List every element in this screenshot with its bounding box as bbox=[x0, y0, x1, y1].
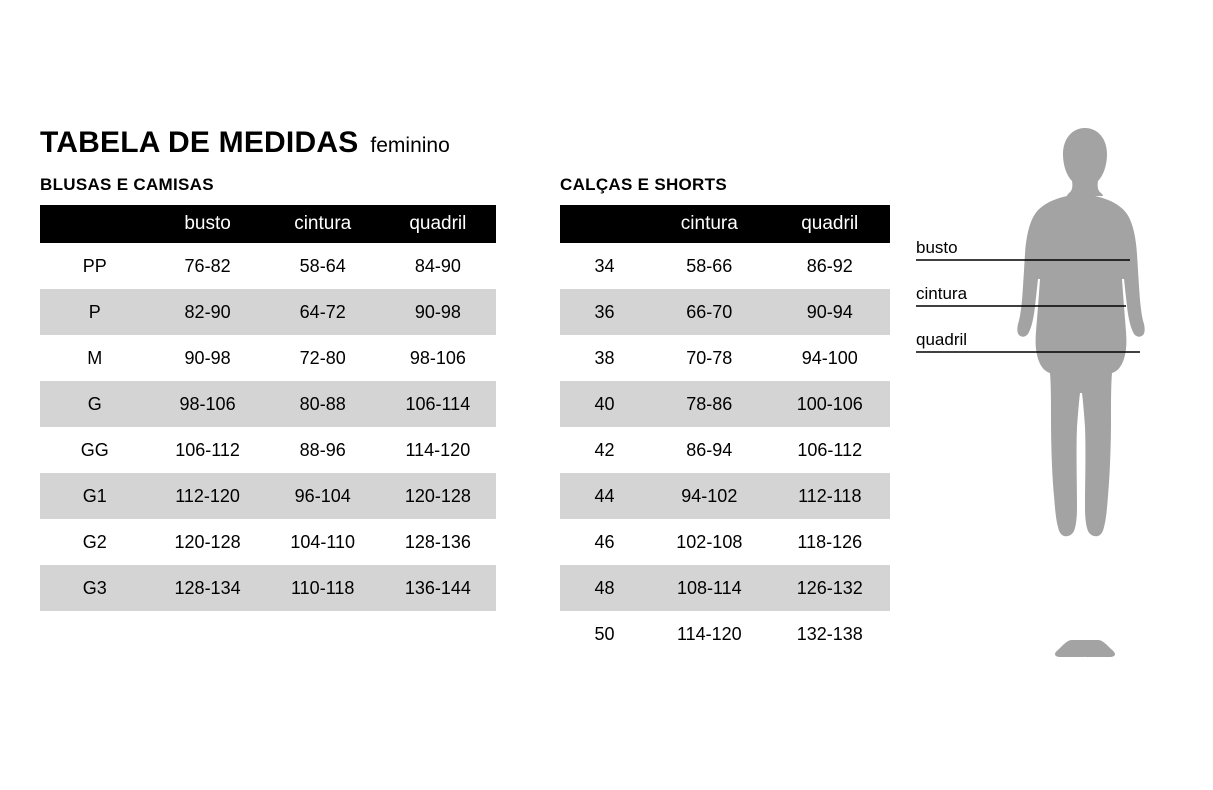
cell-size: 40 bbox=[560, 381, 649, 427]
cell-cintura: 64-72 bbox=[266, 289, 380, 335]
cell-busto: 98-106 bbox=[149, 381, 265, 427]
cell-cintura: 96-104 bbox=[266, 473, 380, 519]
figure-label-busto: busto bbox=[916, 238, 958, 257]
table-row bbox=[40, 289, 496, 335]
column-header-cintura: cintura bbox=[649, 205, 769, 243]
tops-size-table bbox=[40, 205, 496, 611]
cell-quadril: 114-120 bbox=[405, 439, 471, 460]
cell-busto: 128-134 bbox=[149, 565, 265, 611]
page-title-subtitle: feminino bbox=[370, 134, 450, 157]
column-header-size bbox=[40, 205, 149, 243]
cell-size: G1 bbox=[40, 473, 149, 519]
cell-busto: 82-90 bbox=[149, 289, 265, 335]
cell-busto: 120-128 bbox=[174, 531, 241, 552]
table-row bbox=[560, 473, 890, 519]
column-header-cintura: cintura bbox=[266, 205, 380, 243]
cell-quadril: 106-114 bbox=[380, 381, 496, 427]
cell-quadril: 120-128 bbox=[380, 473, 496, 519]
cell-busto: 90-98 bbox=[184, 347, 231, 368]
cell-size: 36 bbox=[560, 289, 649, 335]
cell-size: G bbox=[40, 381, 149, 427]
bottoms-size-table-block bbox=[560, 175, 890, 657]
cell-size: 50 bbox=[594, 623, 615, 644]
measurement-figure bbox=[900, 120, 1200, 680]
cell-quadril: 84-90 bbox=[414, 255, 461, 276]
cell-cintura: 72-80 bbox=[299, 347, 346, 368]
table-row bbox=[560, 335, 890, 381]
cell-cintura: 58-64 bbox=[299, 255, 346, 276]
table-row bbox=[40, 381, 496, 427]
cell-quadril: 90-98 bbox=[380, 289, 496, 335]
cell-cintura: 102-108 bbox=[676, 531, 743, 552]
table-row bbox=[40, 519, 496, 565]
cell-quadril: 126-132 bbox=[770, 565, 890, 611]
table-row bbox=[560, 519, 890, 565]
cell-cintura: 88-96 bbox=[299, 439, 346, 460]
page-title bbox=[40, 126, 450, 160]
cell-cintura: 94-102 bbox=[649, 473, 769, 519]
cell-quadril: 106-112 bbox=[797, 439, 863, 460]
cell-size: 38 bbox=[594, 347, 615, 368]
bottoms-size-table bbox=[560, 205, 890, 657]
table-row bbox=[560, 289, 890, 335]
cell-cintura: 104-110 bbox=[290, 531, 356, 552]
tops-table-heading: BLUSAS E CAMISAS bbox=[40, 175, 214, 194]
cell-size: 34 bbox=[594, 255, 615, 276]
column-header-quadril: quadril bbox=[380, 205, 496, 243]
table-row bbox=[560, 611, 890, 657]
cell-busto: 106-112 bbox=[175, 439, 240, 460]
cell-quadril: 90-94 bbox=[770, 289, 890, 335]
bottoms-table-heading: CALÇAS E SHORTS bbox=[560, 175, 727, 194]
tops-size-table-block bbox=[40, 175, 496, 611]
table-row bbox=[560, 427, 890, 473]
cell-size: 44 bbox=[560, 473, 649, 519]
cell-busto: 112-120 bbox=[149, 473, 265, 519]
table-row bbox=[40, 565, 496, 611]
cell-size: GG bbox=[80, 439, 109, 460]
table-row bbox=[560, 565, 890, 611]
cell-quadril: 98-106 bbox=[409, 347, 466, 368]
cell-cintura: 58-66 bbox=[686, 255, 733, 276]
cell-cintura: 78-86 bbox=[649, 381, 769, 427]
cell-cintura: 110-118 bbox=[266, 565, 380, 611]
cell-cintura: 80-88 bbox=[266, 381, 380, 427]
female-body-silhouette-icon bbox=[900, 120, 1200, 680]
cell-quadril: 112-118 bbox=[770, 473, 890, 519]
table-row bbox=[560, 243, 890, 289]
table-row bbox=[40, 243, 496, 289]
cell-quadril: 132-138 bbox=[796, 623, 863, 644]
cell-size: 46 bbox=[594, 531, 615, 552]
cell-quadril: 100-106 bbox=[770, 381, 890, 427]
cell-size: G3 bbox=[40, 565, 149, 611]
table-row bbox=[40, 427, 496, 473]
column-header-size bbox=[560, 205, 649, 243]
table-row bbox=[40, 473, 496, 519]
cell-size: P bbox=[40, 289, 149, 335]
cell-quadril: 118-126 bbox=[797, 531, 863, 552]
cell-cintura: 70-78 bbox=[686, 347, 733, 368]
table-row bbox=[560, 381, 890, 427]
cell-size: G2 bbox=[82, 531, 107, 552]
cell-busto: 76-82 bbox=[184, 255, 231, 276]
cell-size: 48 bbox=[560, 565, 649, 611]
page-title-main: TABELA DE MEDIDAS bbox=[40, 126, 359, 159]
cell-quadril: 128-136 bbox=[404, 531, 471, 552]
figure-label-cintura: cintura bbox=[916, 284, 968, 303]
cell-size: M bbox=[87, 347, 103, 368]
column-header-quadril: quadril bbox=[770, 205, 890, 243]
table-header-row bbox=[560, 205, 890, 243]
table-header-row bbox=[40, 205, 496, 243]
cell-cintura: 66-70 bbox=[649, 289, 769, 335]
table-row bbox=[40, 335, 496, 381]
cell-size: PP bbox=[82, 255, 107, 276]
figure-label-quadril: quadril bbox=[916, 330, 968, 349]
cell-quadril: 86-92 bbox=[806, 255, 853, 276]
cell-cintura: 114-120 bbox=[676, 623, 742, 644]
cell-quadril: 94-100 bbox=[801, 347, 858, 368]
column-header-busto: busto bbox=[149, 205, 265, 243]
cell-quadril: 136-144 bbox=[380, 565, 496, 611]
cell-cintura: 108-114 bbox=[649, 565, 769, 611]
cell-cintura: 86-94 bbox=[686, 439, 733, 460]
cell-size: 42 bbox=[594, 439, 615, 460]
